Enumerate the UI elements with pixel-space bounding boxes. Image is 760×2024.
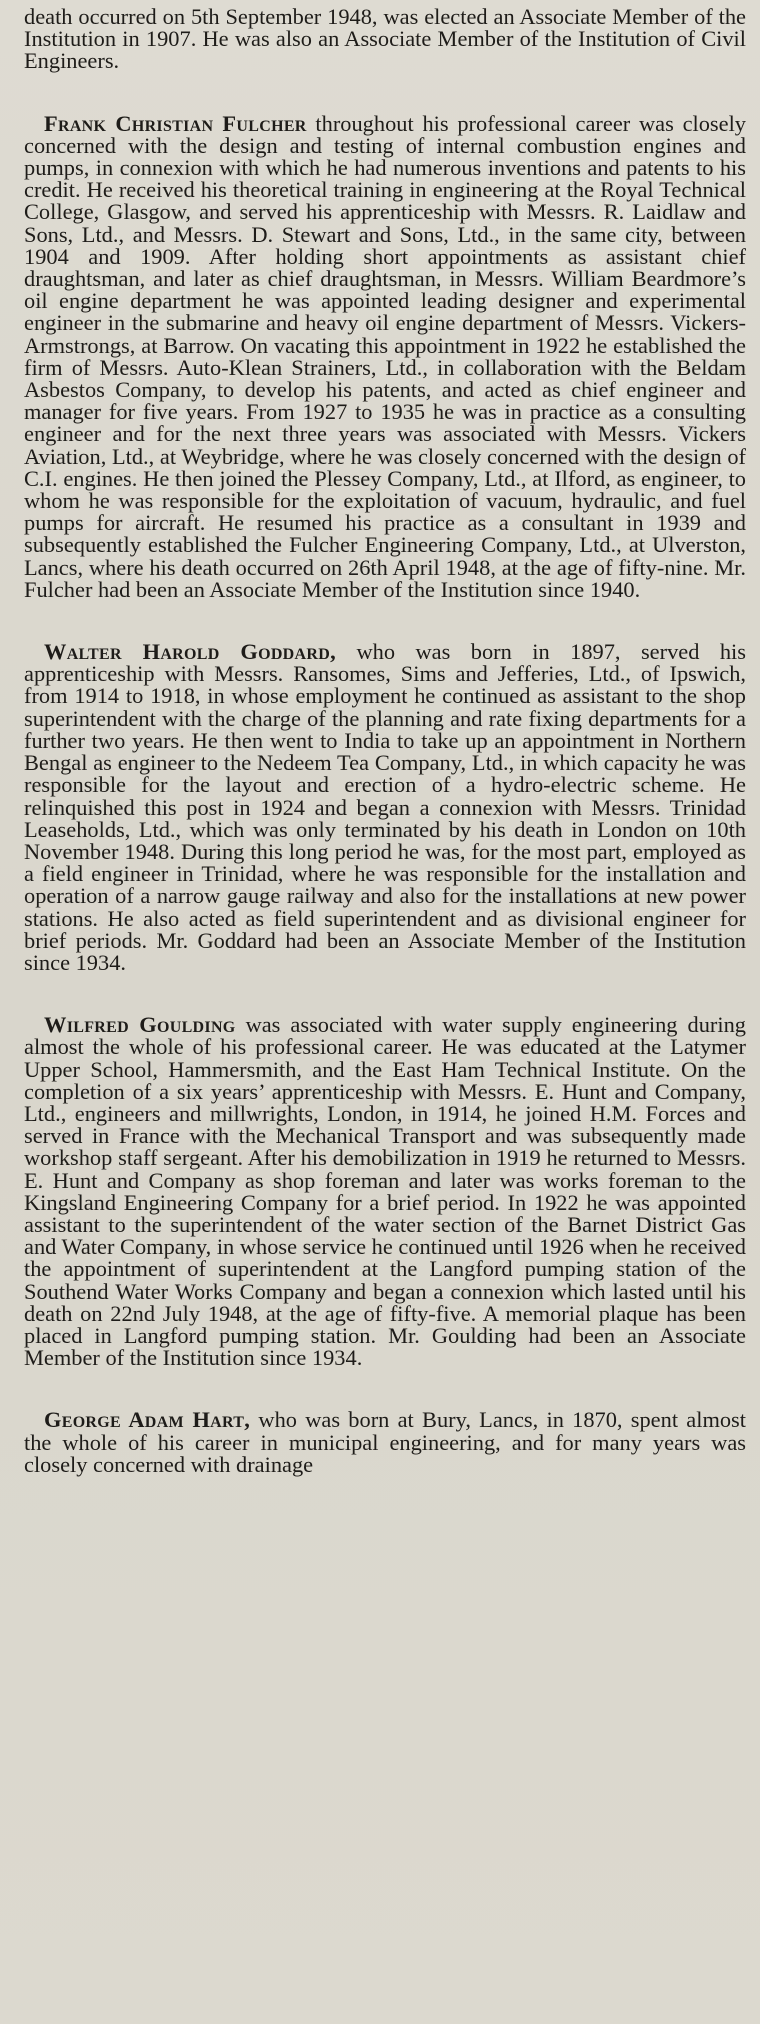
paragraph-text: who was born in 1897, served his apprenticeship with Messrs. Ransomes, Sims and Jefferies, Ltd., of Ipswich, from 1914 to 1918, in whose employment he continued as assistant to the shop superintendent with the charge of the planning and rate fixing departments for a further two years. He then went to India to take up an appointment in Northern Bengal as engineer to the Nedeem Tea Company, Ltd., in which capacity he was responsible for the layout and erection of a hydro-electric scheme. He relinquished this post in 1924 and began a connexion with Messrs. Trinidad Leaseholds, Ltd., which was only terminated by his death in London on 10th November 1948. During this long period he was, for the most part, employed as a field engineer in Trinidad, where he was responsible for the installation and operation of a narrow gauge railway and also for the installations at new power stations. He also acted as field superintendent and as divisional engineer for brief periods. Mr. Goddard had been an Associate Member of the Institution since 1934. [24,639,746,975]
text-column [24,6,746,1476]
paragraph-continuation [24,6,746,73]
obituary-name: Wilfred Goulding [44,1012,236,1038]
obituary-goulding [24,1014,746,1369]
paragraph-text: who was born at Bury, Lancs, in 1870, spent almost the whole of his career in municipal engineering, and for many years was closely concerned with drainage [24,1407,746,1477]
obituary-fulcher [24,110,746,602]
obituary-name: George Adam Hart, [44,1407,251,1433]
obituary-hart [24,1409,746,1476]
obituary-goddard [24,641,746,974]
paragraph-text: was associated with water supply engineering during almost the whole of his professional career. He was educated at the Latymer Upper School, Hammersmith, and the East Ham Technical Institute. On the completion of a six years’ apprenticeship with Messrs. E. Hunt and Company, Ltd., engineers and millwrights, London, in 1914, he joined H.M. Forces and served in France with the Mechanical Transport and was subsequently made workshop staff sergeant. After his demobilization in 1919 he returned to Messrs. E. Hunt and Company as shop foreman and later was works foreman to the Kingsland Engineering Company for a brief period. In 1922 he was appointed assistant to the superintendent of the water section of the Barnet District Gas and Water Company, in whose service he continued until 1926 when he received the appointment of superintendent at the Langford pumping station of the Southend Water Works Company and began a connexion which lasted until his death on 22nd July 1948, at the age of fifty-five. A memorial plaque has been placed in Langford pumping station. Mr. Goulding had been an Associate Member of the Institution since 1934. [24,1012,746,1371]
paragraph-text: death occurred on 5th September 1948, was elected an Associate Member of the Institution in 1907. He was also an Associate Member of the Institution of Civil Engineers. [24,4,746,74]
obituary-name: Frank Christian Fulcher [44,110,307,136]
obituary-name: Walter Harold Goddard, [44,639,336,665]
paragraph-text: throughout his professional career was closely concerned with the design and testing of internal combustion engines and pumps, in connexion with which he had numerous inventions and patents to his credit. He received his theoretical training in engineering at the Royal Technical College, Glasgow, and served his apprenticeship with Messrs. R. Laidlaw and Sons, Ltd., and Messrs. D. Stewart and Sons, Ltd., in the same city, between 1904 and 1909. After holding short appointments as assistant chief draughtsman, and later as chief draughtsman, in Messrs. William Beardmore’s oil engine department he was appointed leading designer and experimental engineer in the submarine and heavy oil engine department of Messrs. Vickers-Armstrongs, at Barrow. On vacating this appointment in 1922 he established the firm of Messrs. Auto-Klean Strainers, Ltd., in collaboration with the Beldam Asbestos Company, to develop his patents, and acted as chief engineer and manager for five years. From 1927 to 1935 he was in practice as a consulting engineer and for the next three years was associated with Messrs. Vickers Aviation, Ltd., at Weybridge, where he was closely concerned with the design of C.I. engines. He then joined the Plessey Company, Ltd., at Ilford, as engineer, to whom he was responsible for the exploitation of vacuum, hydraulic, and fuel pumps for aircraft. He resumed his practice as a consultant in 1939 and subsequently established the Fulcher Engineering Company, Ltd., at Ulverston, Lancs, where his death occurred on 26th April 1948, at the age of fifty-nine. Mr. Fulcher had been an Associate Member of the Institution since 1940. [24,110,746,602]
